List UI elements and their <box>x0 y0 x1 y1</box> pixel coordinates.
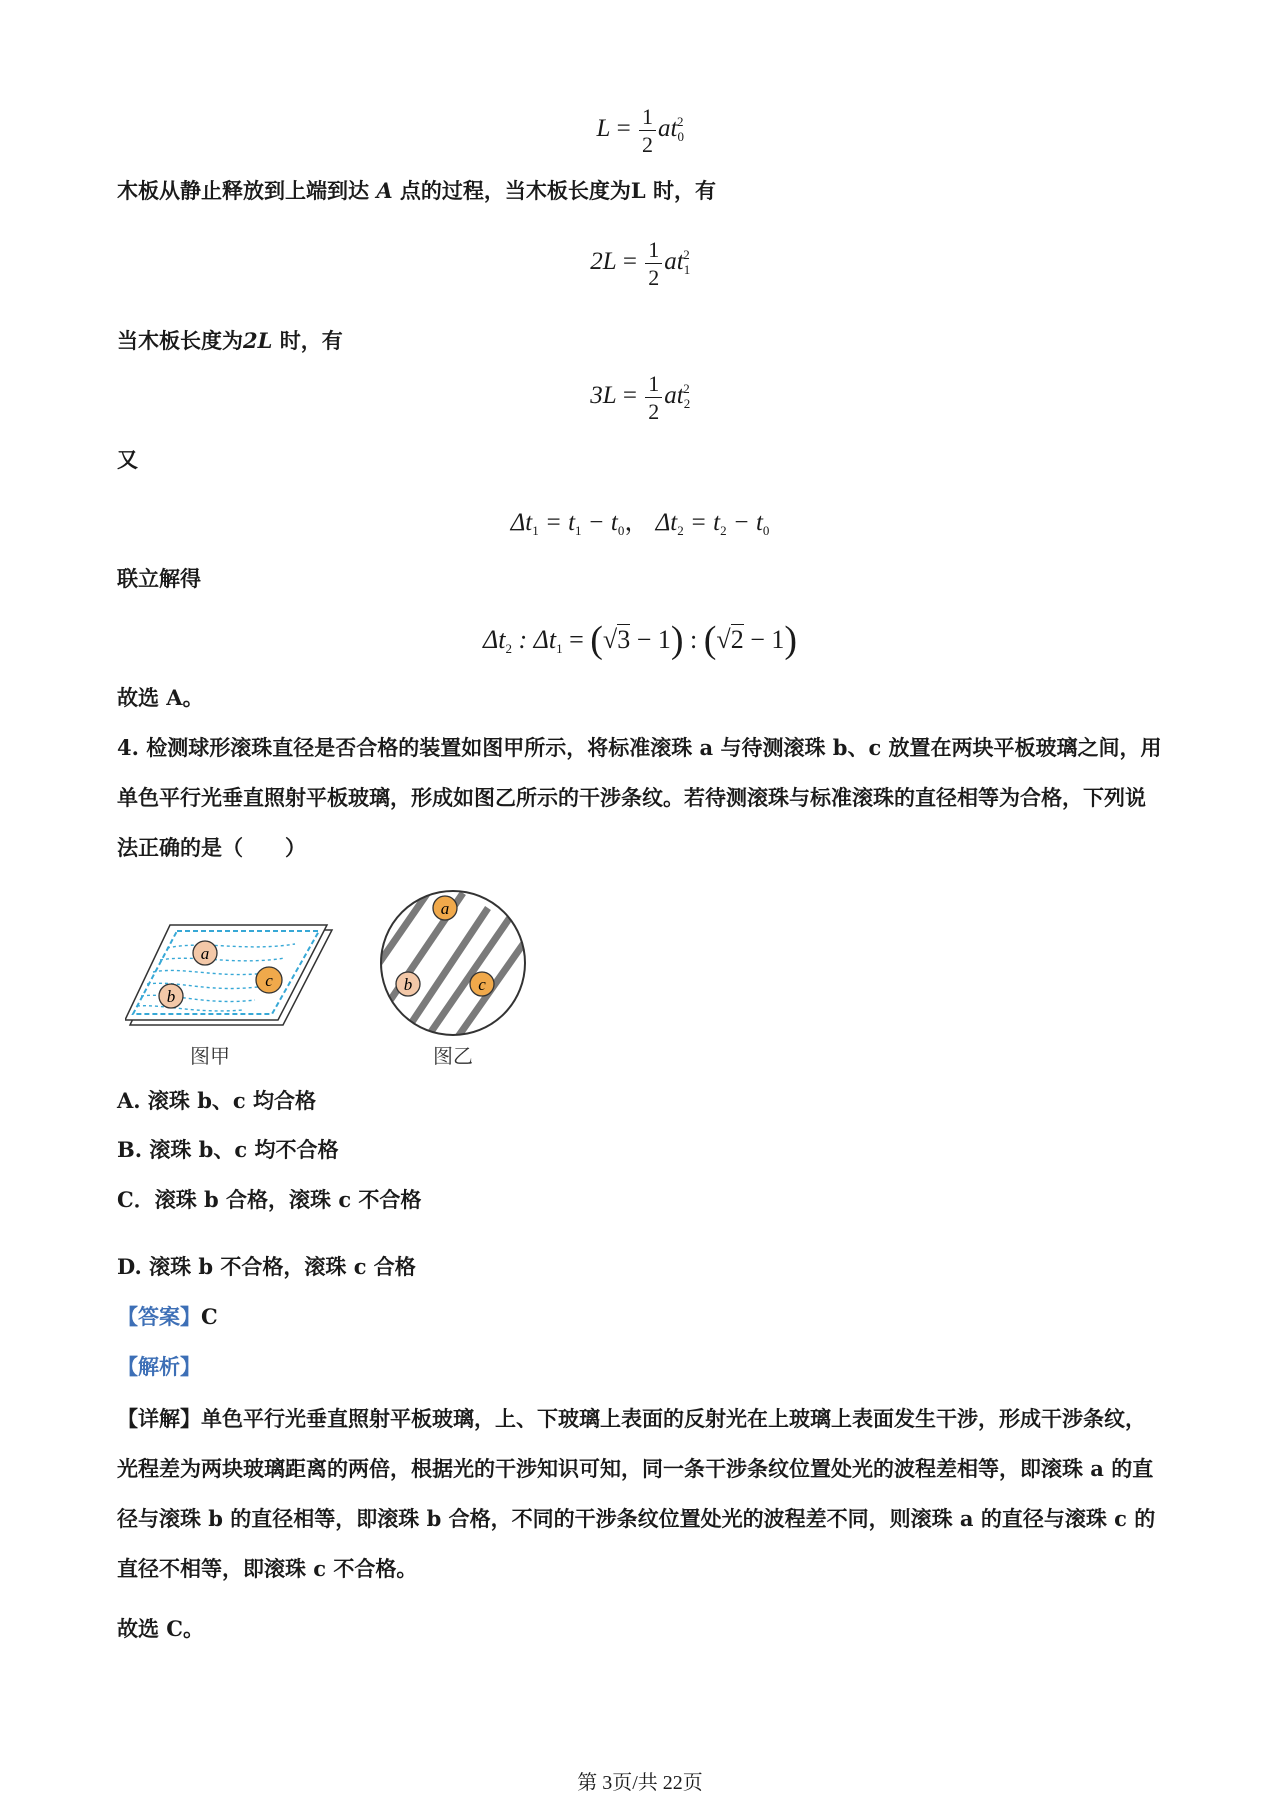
option-a: A. 滚珠 b、c 均合格 <box>117 1088 317 1113</box>
svg-text:b: b <box>403 975 413 994</box>
equation-3: 3L = $\frac{1}{2}$ $at_2^2$ <box>590 371 691 424</box>
text-line-4: 联立解得 <box>117 566 201 591</box>
option-b: B. 滚珠 b、c 均不合格 <box>117 1137 339 1162</box>
svg-text:c: c <box>478 975 486 994</box>
eq3-fraction: $\frac{1}{2}$ <box>645 370 662 425</box>
figure-jia <box>125 910 335 1040</box>
analysis-label: 【解析】 <box>117 1354 201 1379</box>
ring-ball-c <box>470 972 494 996</box>
text-line-1: 木板从静止释放到上端到达 A 点的过程，当木板长度为L 时，有 <box>117 178 716 203</box>
conclusion-line: 故选 C。 <box>117 1616 205 1641</box>
svg-text:c: c <box>265 971 273 990</box>
ring-ball-a <box>433 896 457 920</box>
option-d: D. 滚珠 b 不合格，滚珠 c 合格 <box>117 1254 416 1279</box>
answer-value: C <box>201 1304 218 1329</box>
page-footer: 第 3页/共 22页 <box>577 1772 703 1794</box>
svg-text:a: a <box>440 899 450 918</box>
eq1-lhs: L <box>596 115 611 143</box>
answer-label: 【答案】 <box>117 1304 201 1329</box>
equation-5: $\Delta t_2$ : $\Delta t_1 = (√3 - 1)$ : (√2 − 1) <box>482 619 798 661</box>
figure-jia-caption: 图甲 <box>190 1044 230 1068</box>
equation-1: L = $\frac{1}{2}$ $at_0^2$ <box>596 104 684 157</box>
text-line-3: 又 <box>117 447 138 472</box>
ball-c <box>256 967 282 993</box>
question-4-text: 4. 检测球形滚珠直径是否合格的装置如图甲所示，将标准滚珠 a 与待测滚珠 b、c 放置在两块平板玻璃之间，用单色平行光垂直照射平板玻璃，形成如图乙所示的干涉条纹。若待测滚珠与标准滚珠的直径相等为合格，下列说法正确的是（ ） <box>117 735 1162 860</box>
option-c: C．滚珠 b 合格，滚珠 c 不合格 <box>117 1187 422 1212</box>
equation-4: $\Delta t_1 = t_1 - t_0$， $\Delta t_2 = t_2 - t_0$ <box>510 509 770 538</box>
ball-a <box>193 941 217 965</box>
figure-yi <box>378 888 528 1038</box>
answer-line <box>117 1302 218 1332</box>
svg-text:b: b <box>166 987 176 1006</box>
svg-text:a: a <box>200 944 210 963</box>
text-line-5: 故选 A。 <box>117 685 204 710</box>
eq1-fraction: $\frac{1}{2}$ <box>639 103 656 158</box>
text-line-2: 当木板长度为2L 时，有 <box>117 328 343 353</box>
ball-b <box>159 984 183 1008</box>
detail-label: 【详解】 <box>117 1406 201 1431</box>
equation-2: 2L = $\frac{1}{2}$ $at_1^2$ <box>590 237 691 290</box>
detail-text: 单色平行光垂直照射平板玻璃，上、下玻璃上表面的反射光在上玻璃上表面发生干涉，形成干涉条纹，光程差为两块玻璃距离的两倍，根据光的干涉知识可知，同一条干涉条纹位置处光的波程差相等，即滚珠 a 的直径与滚珠 b 的直径相等，即滚珠 b 合格，不同的干涉条纹位置处光的波程差不同，则滚珠 a 的直径与滚珠 c 的直径不相等，即滚珠 c 不合格。 <box>117 1406 1156 1581</box>
eq2-fraction: $\frac{1}{2}$ <box>645 236 662 291</box>
figure-yi-caption: 图乙 <box>433 1044 473 1068</box>
detail-paragraph <box>117 1394 1163 1594</box>
ring-ball-b <box>396 972 420 996</box>
